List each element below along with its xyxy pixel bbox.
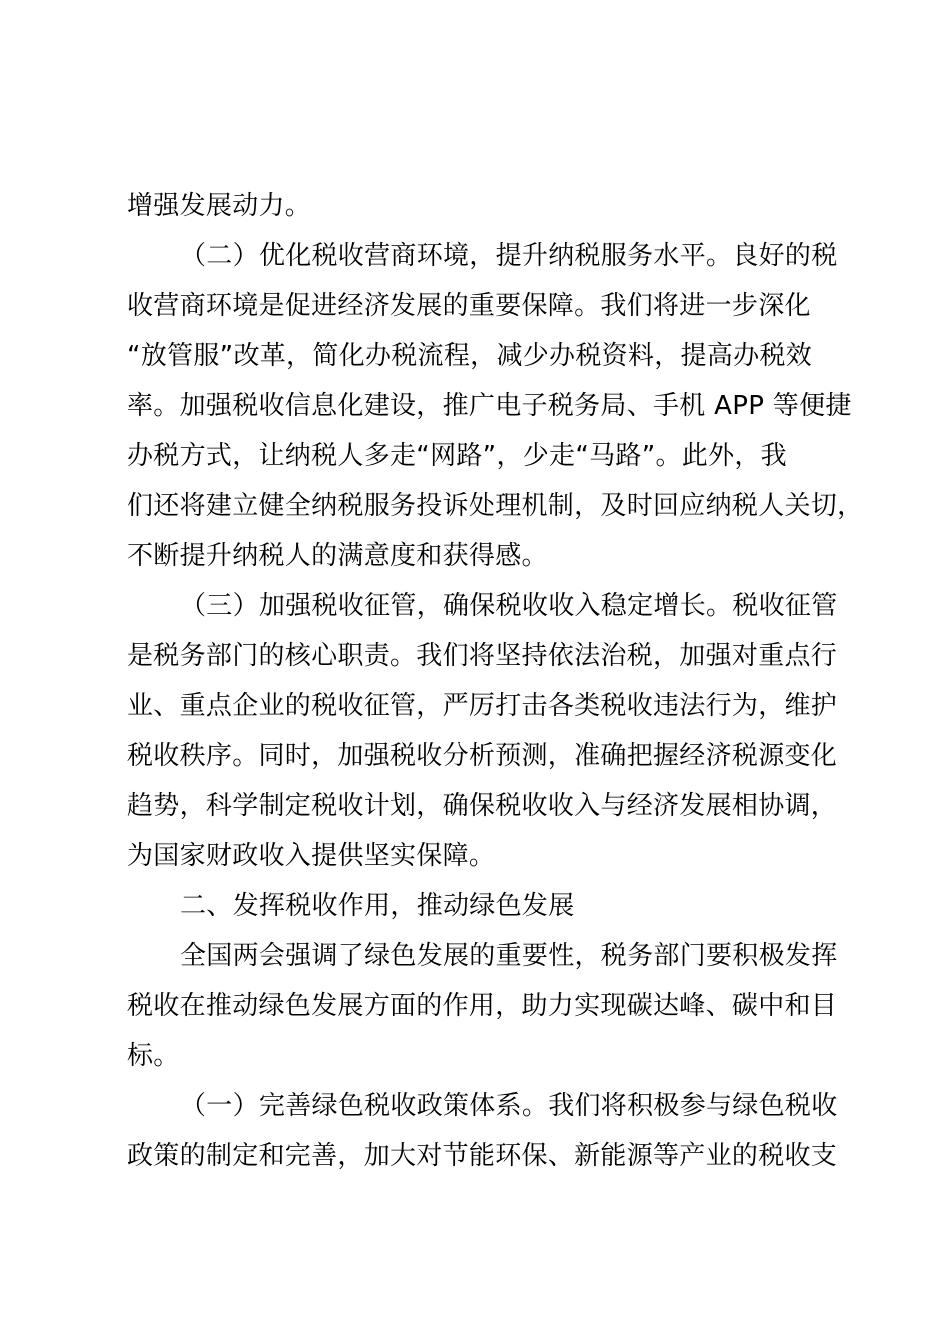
text-line: 是税务部门的核心职责。我们将坚持依法治税，加强对重点行 bbox=[127, 641, 838, 671]
text-line: 不断提升纳税人的满意度和获得感。 bbox=[127, 541, 548, 571]
text-line: 办税方式，让纳税人多走“网路”，少走“马路”。此外，我 bbox=[127, 441, 787, 471]
section-heading: 二、发挥税收作用，推动绿色发展 bbox=[180, 891, 575, 921]
text-line: 税收在推动绿色发展方面的作用，助力实现碳达峰、碳中和目 bbox=[127, 991, 838, 1021]
text-line: 率。加强税收信息化建设，推广电子税务局、手机 APP 等便捷 bbox=[127, 391, 852, 421]
text-line: 全国两会强调了绿色发展的重要性，税务部门要积极发挥 bbox=[180, 941, 838, 971]
text-line: 收营商环境是促进经济发展的重要保障。我们将进一步深化 bbox=[127, 291, 811, 321]
text-line: （二）优化税收营商环境，提升纳税服务水平。良好的税 bbox=[180, 241, 838, 271]
text-line: 政策的制定和完善，加大对节能环保、新能源等产业的税收支 bbox=[127, 1141, 838, 1171]
text-line: 增强发展动力。 bbox=[127, 191, 312, 221]
text-line: 为国家财政收入提供坚实保障。 bbox=[127, 841, 496, 871]
text-line: 业、重点企业的税收征管，严厉打击各类税收违法行为，维护 bbox=[127, 691, 838, 721]
text-line: 税收秩序。同时，加强税收分析预测，准确把握经济税源变化 bbox=[127, 741, 838, 771]
text-line: 趋势，科学制定税收计划，确保税收收入与经济发展相协调， bbox=[127, 791, 838, 821]
text-line: “放管服”改革，简化办税流程，减少办税资料，提高办税效 bbox=[127, 341, 813, 371]
text-line: （三）加强税收征管，确保税收收入稳定增长。税收征管 bbox=[180, 591, 838, 621]
text-line: 标。 bbox=[127, 1041, 180, 1071]
text-line: 们还将建立健全纳税服务投诉处理机制，及时回应纳税人关切， bbox=[127, 491, 864, 521]
text-line: （一）完善绿色税收政策体系。我们将积极参与绿色税收 bbox=[180, 1091, 838, 1121]
